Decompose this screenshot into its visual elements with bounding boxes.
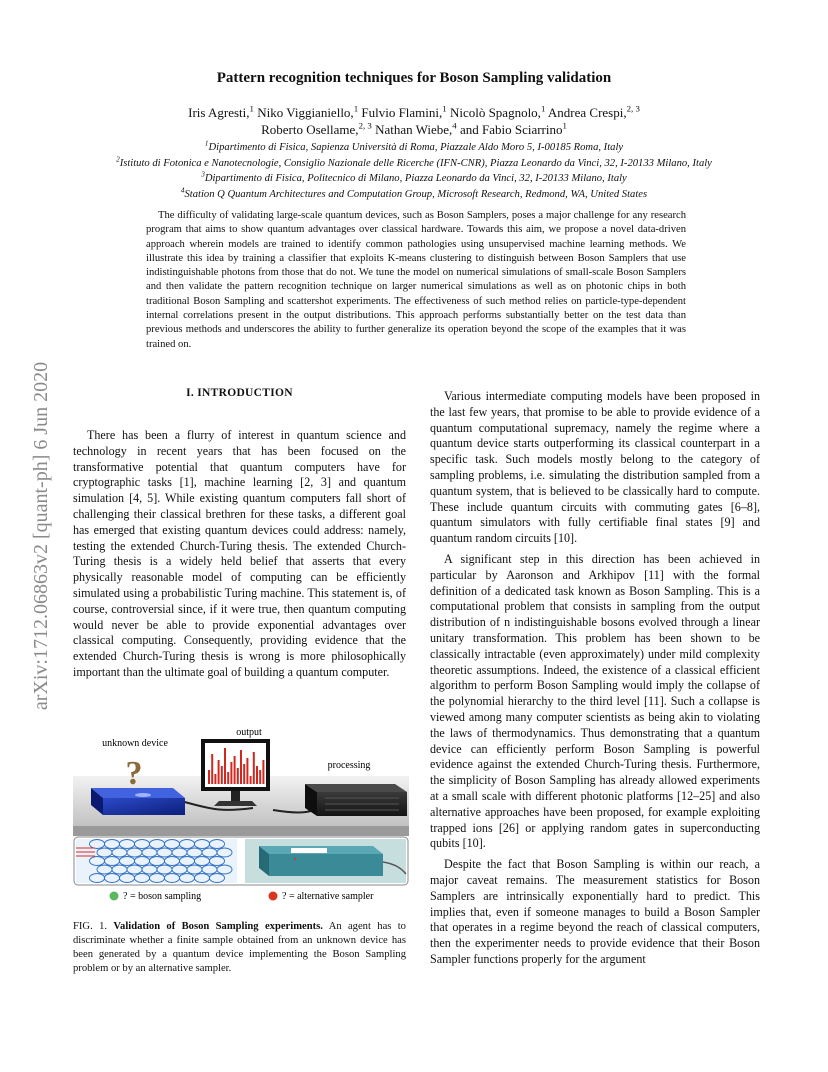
- left-column: [73, 428, 406, 681]
- histogram-bar: [237, 768, 239, 784]
- histogram-bar: [227, 772, 229, 784]
- caption-prefix: FIG. 1.: [73, 921, 108, 932]
- histogram-bar: [208, 770, 210, 784]
- waveguide-mesh: [76, 839, 237, 883]
- figure-1: [73, 718, 409, 906]
- alternative-sampler-device: [245, 839, 406, 883]
- affiliation: $^2$Istituto di Fotonica e Nanotecnologie, Consiglio Nazionale delle Ricerche (IFN-CNR), Piazza Leonardo da Vinci, 32, I-20133 Milano, Italy: [116, 154, 712, 169]
- figure-1-illustration: [73, 718, 409, 906]
- figure-caption: [73, 920, 406, 976]
- histogram-bar: [253, 752, 255, 784]
- question-mark-icon: ?: [125, 755, 143, 792]
- processing-unit: [305, 784, 407, 816]
- caption-title: Validation of Boson Sampling experiments.: [113, 921, 323, 932]
- histogram-bar: [259, 770, 261, 784]
- right-column: [430, 389, 760, 968]
- unknown-device: [91, 788, 185, 815]
- body-paragraph: Despite the fact that Boson Sampling is within our reach, a major caveat remains. The measurement statistics for Boson Samplers are intrinsically exponentially hard to predict. This implies that, even if someone manages to build a Boson Sampler that operates in a regime beyond the reach of classical computers, then the experimenter needs to provide evidence that their Boson Sampler functions properly for the argument: [430, 857, 760, 966]
- author: Roberto Osellame,$^{2, 3}$: [261, 120, 372, 137]
- histogram-bar: [211, 754, 213, 784]
- alternative-sampler-marker-icon: [269, 892, 278, 901]
- author-list: [170, 104, 658, 138]
- arxiv-identifier-svg: [13, 286, 73, 786]
- author: Fulvio Flamini,$^1$: [361, 103, 447, 120]
- histogram-bar: [243, 764, 245, 784]
- paper-title: Pattern recognition techniques for Boson Sampling validation: [216, 70, 612, 86]
- author: Nicolò Spagnolo,$^1$: [449, 103, 546, 120]
- histogram-bar: [221, 766, 223, 784]
- body-paragraph: Various intermediate computing models have been proposed in the last few years, that promise to be able to provide evidence of a quantum computational supremacy, namely the regime where a quantum device starts outperforming its classical counterpart in a specific task. Such models mostly belong to the category of sampling problems, i.e. simulating the distribution sampled from a quantum system, that is believed to be classically hard to compute. These include quantum circuits with commuting gates [6–8], quantum simulators with fully certifiable final states [9] and quantum random circuits [10].: [430, 389, 760, 546]
- histogram-bar: [262, 760, 264, 784]
- author: Nathan Wiebe,$^4$: [375, 120, 457, 137]
- label-output: output: [236, 727, 262, 738]
- author: Andrea Crespi,$^{2, 3}$: [547, 103, 640, 120]
- boson-sampling-marker-icon: [110, 892, 119, 901]
- label-unknown-device: unknown device: [102, 738, 168, 749]
- histogram-bar: [256, 766, 258, 784]
- histogram-bar: [250, 776, 252, 784]
- author: and Fabio Sciarrino$^1$: [459, 120, 567, 137]
- author: Niko Viggianiello,$^1$: [257, 103, 359, 120]
- author: Iris Agresti,$^1$: [188, 103, 254, 120]
- section-heading: I. INTRODUCTION: [186, 387, 293, 399]
- histogram-bar: [218, 760, 220, 784]
- label-alternative-sampler: ? = alternative sampler: [282, 891, 374, 902]
- affiliations: [60, 140, 768, 202]
- abstract-text: The difficulty of validating large-scale quantum devices, such as Boson Samplers, poses a major challenge for any research program that aims to show quantum advantages over classical hardware. Towards this aim, we propose a novel data-driven approach wherein models are trained to identify common pathologies using unsupervised machine learning methods. We illustrate this idea by training a classifier that exploits K-means clustering to distinguish between Boson Samplers that use indistinguishable photons from those that do not. We tune the model on numerical simulations of small-scale Boson Samplers and then validate the pattern recognition technique on larger numerical simulations as well as on photonic chips in both traditional Boson Sampling and scattershot experiments. The effectiveness of such method relies on particle-type-dependent internal correlations present in the output distributions. This approach performs substantially better on the test data than previous methods and underscores the ability to further generalize its operation beyond the scope of the examples that it was trained on.: [146, 210, 686, 350]
- histogram-bar: [240, 750, 242, 784]
- affiliation: $^1$Dipartimento di Fisica, Sapienza Università di Roma, Piazzale Aldo Moro 5, I-00185 Roma, Italy: [204, 139, 624, 153]
- abstract: [146, 209, 686, 352]
- caption-text: An agent has to discriminate whether a finite sample obtained from an unknown device has been generated by a quantum device implementing the Boson Sampling problem or by an alternative sampler.: [73, 921, 406, 974]
- body-paragraph: A significant step in this direction has been achieved in particular by Aaronson and Arkhipov [11] with the formal definition of a dedicated task known as Boson Sampling. This is a computational problem that consists in sampling from the output distribution of n indistinguishable bosons evolved through a linear unitary transformation. This problem has been shown to be classically intractable (even approximately) under mild complexity theoretic assumptions. Indeed, the existence of a classical efficient algorithm to perform Boson Sampling would imply the collapse of the polynomial hierarchy to the third level [11]. Such a collapse is viewed among many computer scientists as being akin to violating the laws of thermodynamics. Thus demonstrating that a quantum device can efficiently perform Boson Sampling is powerful evidence against the extended Church-Turing thesis. Furthermore, the simplicity of Boson Sampling has already allowed experiments at a small scale with different photonic platforms [12–25] and also alternative approaches have been proposed, for example exploiting trapped ions [26] or applying random gates in superconducting qubits [10].: [430, 551, 760, 851]
- histogram-bar: [246, 758, 248, 784]
- affiliation: $^4$Station Q Quantum Architectures and Computation Group, Microsoft Research, Redmond, WA, United States: [180, 185, 648, 200]
- arxiv-identifier: [13, 286, 73, 786]
- affiliation: $^3$Dipartimento di Fisica, Politecnico di Milano, Piazza Leonardo da Vinci, 32, I-20133 Milano, Italy: [201, 170, 627, 184]
- arxiv-stamp-text: arXiv:1712.06863v2 [quant-ph] 6 Jun 2020: [30, 361, 52, 711]
- histogram-bar: [224, 748, 226, 784]
- label-boson-sampling: ? = boson sampling: [123, 891, 202, 902]
- histogram-bar: [234, 756, 236, 784]
- intro-paragraph: There has been a flurry of interest in quantum science and technology in recent years that has been focused on the transformative potential that quantum computers have for cryptographic tasks [1], machine learning [2, 3] and quantum simulation [4, 5]. While existing quantum computers fall short of challenging their classical brethren for these tasks, a different goal has emerged that existing quantum devices could address: namely, testing the extended Church-Turing thesis. The extended Church-Turing thesis is a widely held belief that asserts that every physically reasonable model of computing can be efficiently simulated using a probabilistic Turing machine. This statement is, of course, controversial since, if it were true, then quantum computing would never be able to provide exponential advantages over classical computing. Consequently, providing evidence that the extended Church-Turing thesis is wrong is more philosophically important than the ultimate goal of building a quantum computer.: [73, 428, 406, 679]
- histogram-bar: [230, 762, 232, 784]
- histogram-bar: [214, 774, 216, 784]
- label-processing: processing: [327, 760, 371, 771]
